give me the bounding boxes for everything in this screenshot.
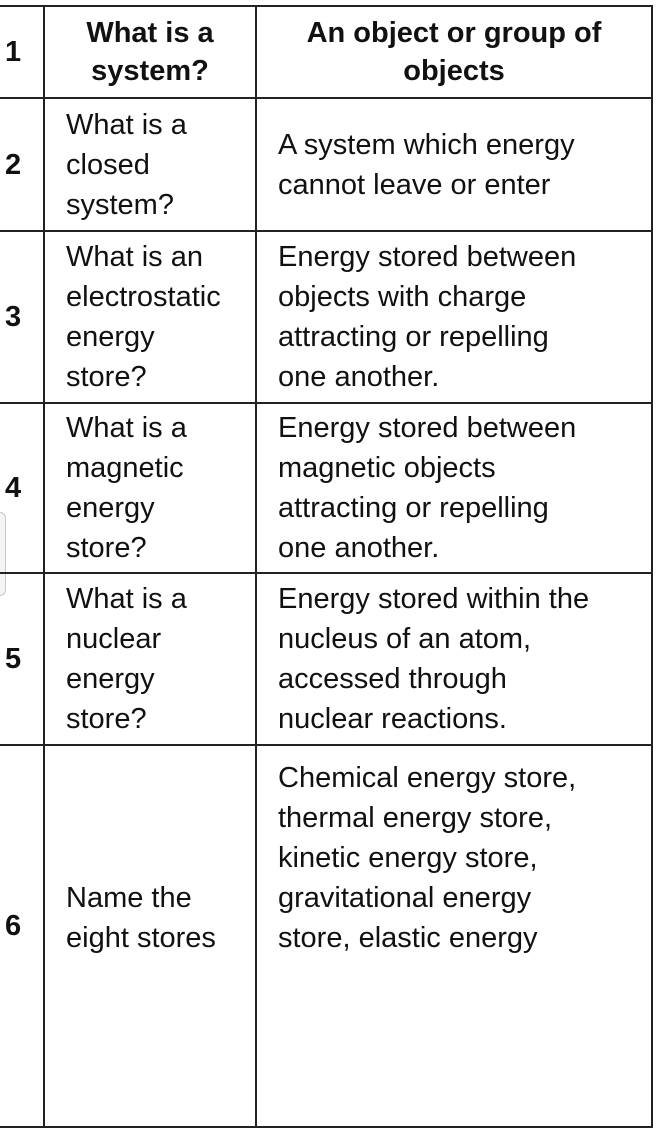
- question-cell: [44, 573, 256, 745]
- answer-cell: [256, 745, 652, 1127]
- answer-text: Energy stored within the nucleus of an atom, accessed through nuclear reactions.: [278, 583, 590, 735]
- answer-cell: [256, 98, 652, 231]
- energy-stores-table: [0, 5, 653, 1128]
- answer-text: Energy stored between objects with charge attracting or repelling one another.: [278, 241, 577, 393]
- question-text: What is a magnetic energy store?: [66, 412, 187, 564]
- question-cell: [44, 98, 256, 231]
- answer-cell: [256, 6, 652, 98]
- answer-cell: [256, 403, 652, 573]
- table-row: [0, 573, 652, 745]
- table-row: [0, 98, 652, 231]
- table-row: [0, 6, 652, 98]
- question-text: Name the eight stores: [66, 882, 216, 954]
- question-cell: [44, 745, 256, 1127]
- table-row: [0, 231, 652, 403]
- question-cell: [44, 231, 256, 403]
- row-number: 4: [0, 403, 44, 573]
- answer-text: A system which energy cannot leave or enter: [278, 128, 575, 201]
- answer-cell: [256, 231, 652, 403]
- answer-text: Energy stored between magnetic objects attracting or repelling one another.: [278, 412, 577, 564]
- answer-text: An object or group of objects: [306, 17, 602, 87]
- row-number: 6: [0, 745, 44, 1127]
- row-number: 1: [0, 6, 44, 98]
- question-text: What is a closed system?: [66, 108, 187, 221]
- table-row: [0, 745, 652, 1127]
- table-row: [0, 403, 652, 573]
- answer-cell: [256, 573, 652, 745]
- question-text: What is an electrostatic energy store?: [66, 241, 221, 393]
- question-text: What is a nuclear energy store?: [66, 583, 187, 735]
- question-cell: [44, 6, 256, 98]
- question-cell: [44, 403, 256, 573]
- row-number: 2: [0, 98, 44, 231]
- row-number: 5: [0, 573, 44, 745]
- question-text: What is a system?: [86, 17, 214, 87]
- row-number: 3: [0, 231, 44, 403]
- answer-text: Chemical energy store, thermal energy store, kinetic energy store, gravitational energy store, elastic energy: [278, 762, 577, 954]
